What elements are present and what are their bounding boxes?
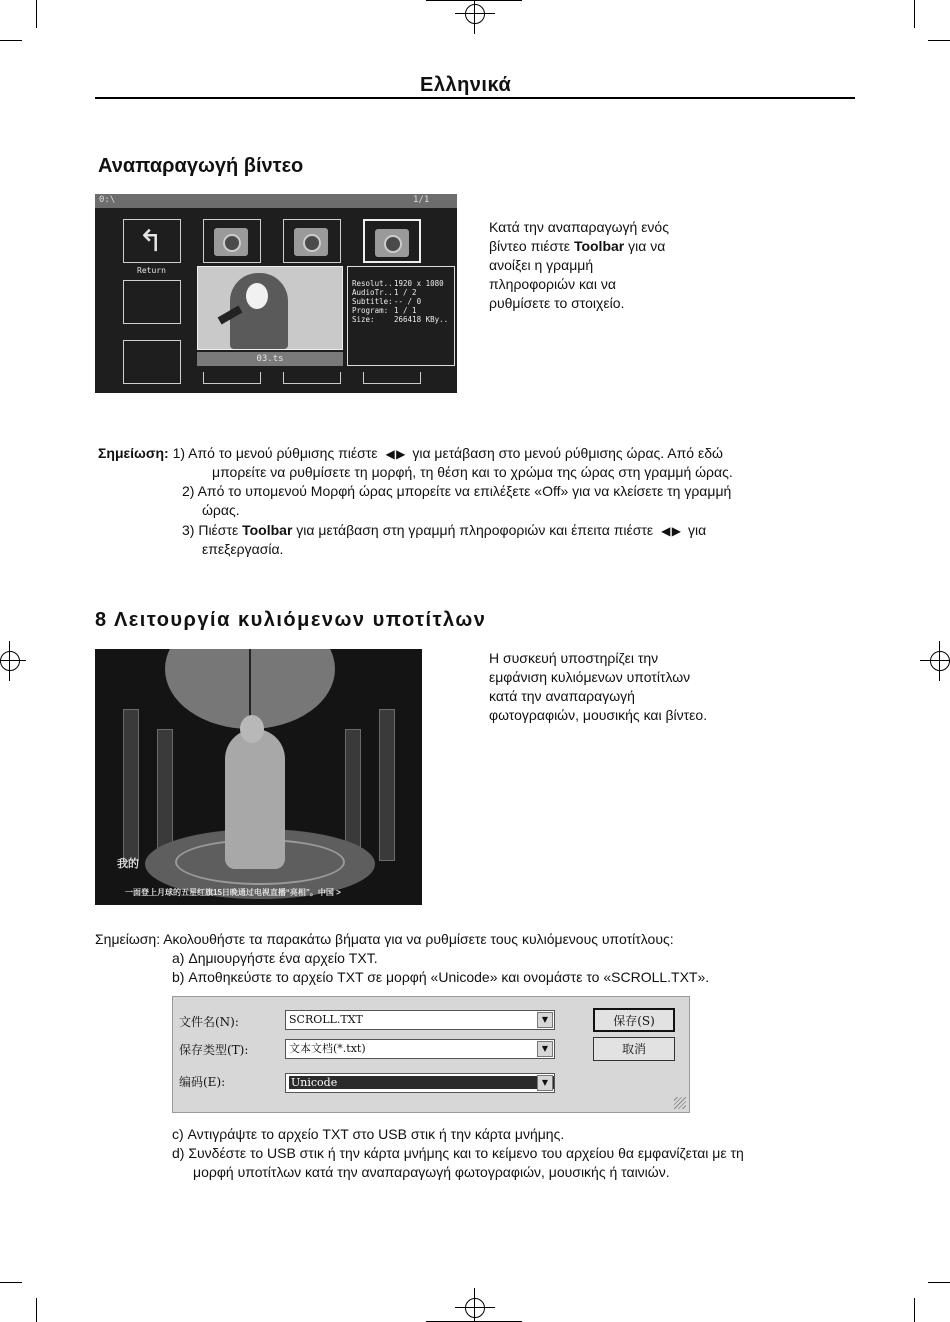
- section-title-scrolling-subtitles: 8 Λειτουργία κυλιόμενων υποτίτλων: [95, 609, 487, 631]
- note2-step-c: c) Αντιγράψτε το αρχείο TXT στο USB στικ ή την κάρτα μνήμης.: [172, 1126, 565, 1142]
- crop-mark: [36, 1298, 37, 1322]
- video-preview: [197, 266, 343, 350]
- crop-mark: [0, 1282, 22, 1283]
- encoding-label: 编码(E):: [179, 1075, 226, 1089]
- film-reel-icon: [214, 228, 248, 256]
- chevron-down-icon[interactable]: ▼: [537, 1041, 553, 1057]
- player-path: 0:\: [99, 195, 116, 205]
- filename-label: 文件名(N):: [179, 1015, 239, 1029]
- return-arrow-icon: ↰: [138, 224, 164, 259]
- video-playback-description: Κατά την αναπαραγωγή ενός βίντεο πιέστε Toolbar για να ανοίξει η γραμμή πληροφοριών και να ρυθμίσετε το στοιχείο.: [489, 219, 669, 311]
- scrolling-subtitles-description: Η συσκευή υποστηρίζει την εμφάνιση κυλιόμενων υποτίτλων κατά την αναπαραγωγή φωτογραφιών, μουσικής και βίντεο.: [489, 650, 708, 723]
- singer-figure: [225, 729, 285, 869]
- note2-step-d-cont: μορφή υποτίτλων κατά την αναπαραγωγή φωτογραφιών, μουσικής ή ταινιών.: [193, 1164, 670, 1180]
- tile-bracket: [363, 372, 421, 384]
- resize-grip-icon[interactable]: [674, 1097, 686, 1109]
- stage-pillar: [379, 709, 395, 861]
- stage-pillar: [345, 729, 361, 851]
- save-type-label: 保存类型(T):: [179, 1043, 249, 1057]
- note2-step-b: b) Αποθηκεύστε το αρχείο TXT σε μορφή «Unicode» και ονομάστε το «SCROLL.TXT».: [172, 969, 710, 985]
- left-right-arrows-icon: ◀ ▶: [661, 524, 680, 538]
- save-type-select[interactable]: 文本文档(*.txt) ▼: [285, 1039, 555, 1059]
- left-right-arrows-icon: ◀ ▶: [385, 447, 405, 461]
- cancel-button[interactable]: 取消: [593, 1037, 675, 1061]
- save-as-dialog: [172, 996, 690, 1113]
- tile-bracket: [203, 372, 261, 384]
- video-tile-3-selected: [363, 219, 421, 263]
- crop-mark: [36, 0, 37, 28]
- registration-mark-top: [461, 0, 489, 28]
- note1-item3: 3) Πιέστε Toolbar για μετάβαση στη γραμμή πληροφοριών και έπειτα πιέστε ◀ ▶ για: [182, 521, 706, 541]
- info-row: Size: 266418 KBy..: [352, 315, 449, 324]
- crop-mark: [928, 1282, 950, 1283]
- save-button[interactable]: 保存(S): [593, 1008, 675, 1032]
- crop-mark: [0, 40, 22, 41]
- player-top-bar: [95, 194, 457, 208]
- registration-mark-bottom: [461, 1294, 489, 1322]
- video-tile-1: [203, 219, 261, 263]
- registration-mark-left: [0, 647, 24, 675]
- player-toolbar-screenshot: [95, 194, 457, 393]
- crop-mark: [914, 1298, 915, 1322]
- filename-input[interactable]: SCROLL.TXT ▼: [285, 1010, 555, 1030]
- info-row: AudioTr.. 1 / 2: [352, 288, 417, 297]
- stage-pillar: [157, 729, 173, 851]
- note1-item2-cont: ώρας.: [202, 502, 240, 518]
- tile-bracket: [283, 372, 341, 384]
- note1-line1: Σημείωση: 1) Από το μενού ρύθμισης πιέστε ◀ ▶ για μετάβαση στο μενού ρύθμισης ώρας. Από εδώ: [98, 444, 723, 464]
- film-reel-icon: [294, 228, 328, 256]
- encoding-select[interactable]: Unicode ▼: [285, 1073, 555, 1093]
- note2-intro: Σημείωση: Ακολουθήστε τα παρακάτω βήματα για να ρυθμίσετε τους κυλιόμενους υποτίτλους:: [95, 931, 674, 947]
- header-rule: [95, 97, 855, 99]
- empty-tile: [123, 340, 181, 384]
- info-row: Program: 1 / 1: [352, 306, 417, 315]
- note2-step-d: d) Συνδέστε το USB στικ ή την κάρτα μνήμης και το κείμενο του αρχείου θα εμφανίζεται με τη: [172, 1145, 744, 1161]
- registration-mark-right: [926, 647, 950, 675]
- crop-mark: [928, 40, 950, 41]
- crop-mark: [914, 0, 915, 28]
- video-info-box: [347, 266, 455, 366]
- return-label: Return: [137, 266, 166, 275]
- empty-tile: [123, 280, 181, 324]
- note2-step-a: a) Δημιουργήστε ένα αρχείο TXT.: [172, 950, 378, 966]
- subtitle-left-text: 我的: [117, 858, 139, 870]
- note1-item3-cont: επεξεργασία.: [202, 541, 284, 557]
- stage-pillar: [123, 709, 139, 861]
- language-heading: Ελληνικά: [420, 74, 512, 96]
- scrolling-subtitle-screenshot: [95, 649, 422, 905]
- film-reel-icon: [375, 229, 409, 257]
- chevron-down-icon[interactable]: ▼: [537, 1075, 553, 1091]
- section-title-video-playback: Αναπαραγωγή βίντεο: [98, 155, 304, 177]
- return-tile: [123, 219, 181, 263]
- video-tile-2: [283, 219, 341, 263]
- scrolling-subtitle-text: 一面登上月球的五星红旗15日晚通过电视直播“亮相”。中国 >: [125, 888, 341, 897]
- video-filename: 03.ts: [197, 352, 343, 366]
- player-page-count: 1/1: [413, 195, 430, 205]
- info-row: Subtitle: -- / 0: [352, 297, 422, 306]
- note1-line2: μπορείτε να ρυθμίσετε τη μορφή, τη θέση και το χρώμα της ώρας στη γραμμή ώρας.: [212, 464, 733, 480]
- note1-item2: 2) Από το υπομενού Μορφή ώρας μπορείτε να επιλέξετε «Off» για να κλείσετε τη γραμμή: [182, 483, 732, 499]
- info-row: Resolut.. 1920 x 1080: [352, 279, 444, 288]
- chevron-down-icon[interactable]: ▼: [537, 1012, 553, 1028]
- singer-head: [240, 715, 264, 743]
